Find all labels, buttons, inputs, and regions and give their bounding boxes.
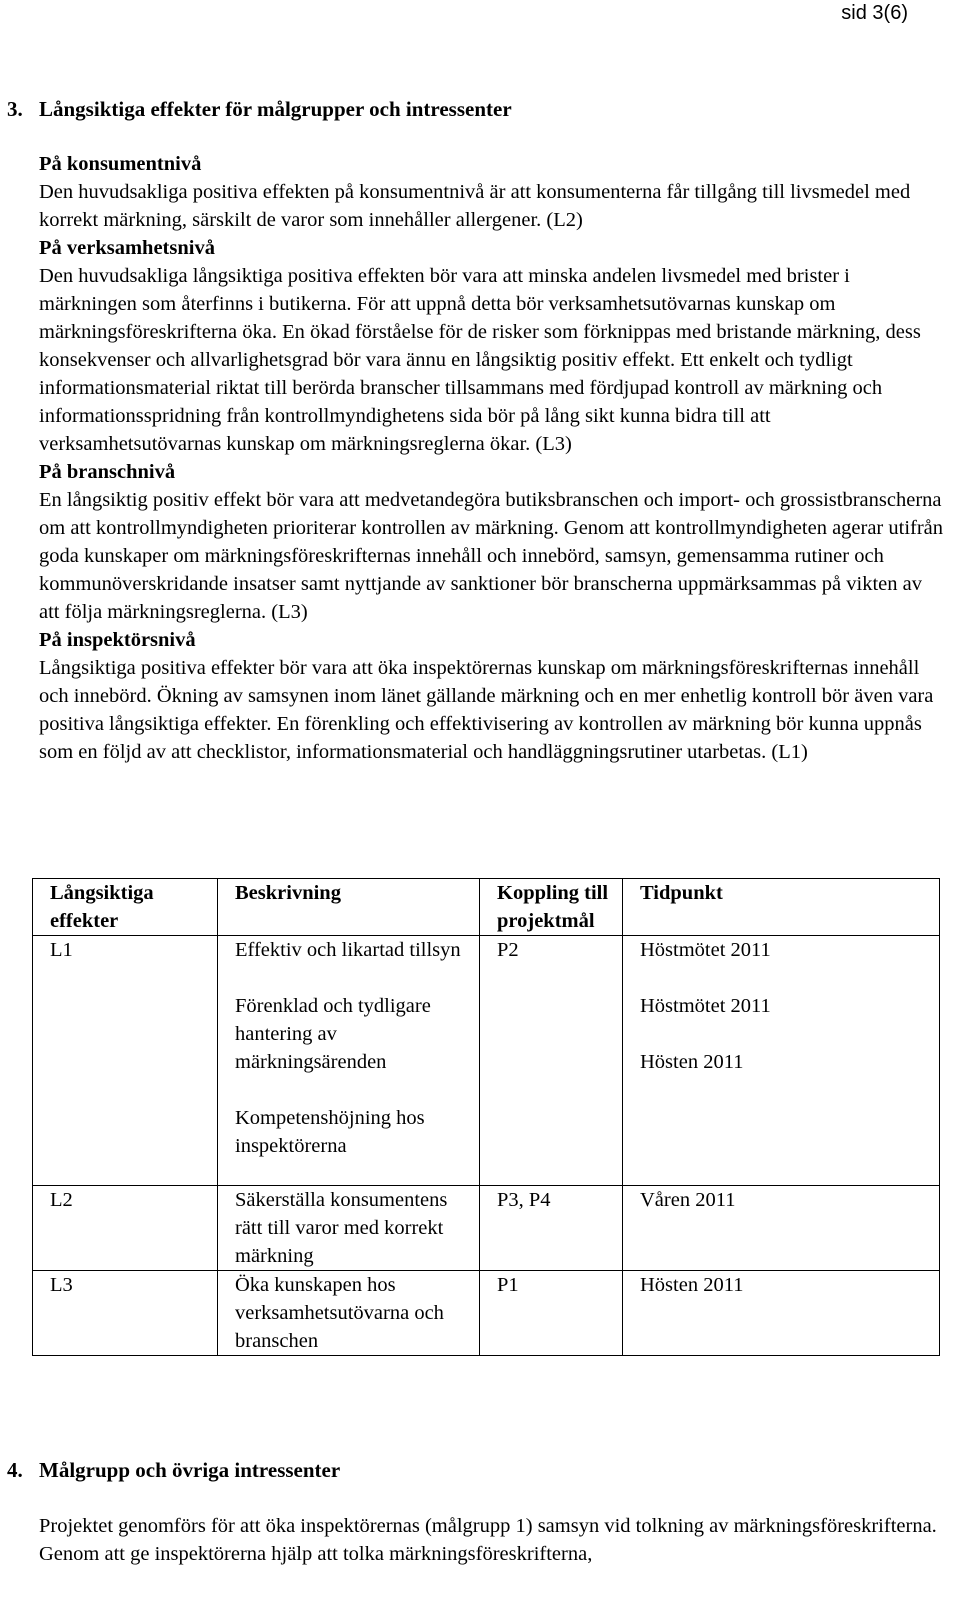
row-l2-effect: L2 <box>33 1186 218 1271</box>
table-header-row <box>33 879 940 936</box>
section-4-title: Målgrupp och övriga intressenter <box>39 1458 341 1482</box>
row-l2-time: Våren 2011 <box>623 1186 940 1271</box>
industry-heading: På branschnivå <box>39 461 176 483</box>
row-l1-link: P2 <box>480 936 623 1186</box>
row-l2-link: P3, P4 <box>480 1186 623 1271</box>
row-l1-description-2: Förenklad och tydligare hantering av märkningsärenden <box>235 995 431 1073</box>
inspector-heading: På inspektörsnivå <box>39 629 196 651</box>
row-l1-description-1: Effektiv och likartad tillsyn <box>235 939 461 961</box>
inspector-text: Långsiktiga positiva effekter bör vara att öka inspektörernas kunskap om märkningsföreskrifternas innehåll och innebörd. Ökning av samsynen inom länet gällande märkning och en mer enhetlig kontroll bör även vara positiva långsiktiga effekter. En förenkling och effektivisering av kontrollen av märkning bör kunna uppnås som en följd av att checklistor, informationsmaterial och handläggningsrutiner utarbetas. (L1) <box>39 657 934 763</box>
row-l1-description-3: Kompetenshöjning hos inspektörerna <box>235 1107 425 1157</box>
header-description: Beskrivning <box>218 879 480 936</box>
row-l3-description: Öka kunskapen hos verksamhetsutövarna och branschen <box>218 1271 480 1356</box>
header-effects: Långsiktiga effekter <box>33 879 218 936</box>
row-l1-description <box>218 936 480 1186</box>
row-l3-effect: L3 <box>33 1271 218 1356</box>
header-link: Koppling till projektmål <box>480 879 623 936</box>
row-l1-effect: L1 <box>33 936 218 1186</box>
consumer-heading: På konsumentnivå <box>39 153 202 175</box>
section-3-body <box>39 150 944 766</box>
business-text: Den huvudsakliga långsiktiga positiva effekten bör vara att minska andelen livsmedel med brister i märkningen som återfinns i butikerna. För att uppnå detta bör verksamhetsutövarnas kunskap om märkningsföreskrifterna öka. En ökad förståelse för de risker som förknippas med bristande märkning, dess konsekvenser och allvarlighetsgrad bör vara ännu en långsiktig positiv effekt. Ett enkelt och tydligt informationsmaterial riktat till berörda branscher tillsammans med fördjupad kontroll av märkning och informationsspridning från kontrollmyndighetens sida bör på lång sikt kunna bidra till att verksamhetsutövarnas kunskap om märkningsreglerna ökar. (L3) <box>39 265 921 455</box>
table-row <box>33 1271 940 1356</box>
row-l3-link: P1 <box>480 1271 623 1356</box>
table-row <box>33 1186 940 1271</box>
business-heading: På verksamhetsnivå <box>39 237 215 259</box>
section-4-number: 4. <box>7 1458 23 1482</box>
effects-table <box>32 878 940 1356</box>
row-l1-time-1: Höstmötet 2011 <box>640 939 771 961</box>
section-4-text: Projektet genomförs för att öka inspektörernas (målgrupp 1) samsyn vid tolkning av märkningsföreskrifterna. Genom att ge inspektörerna hjälp att tolka märkningsföreskrifterna, <box>39 1515 937 1565</box>
industry-text: En långsiktig positiv effekt bör vara att medvetandegöra butiksbranschen och import- och grossistbranscherna om att kontrollmyndigheten prioriterar kontrollen av märkning. Genom att kontrollmyndigheten agerar utifrån goda kunskaper om märkningsföreskrifternas innehåll och innebörd, samsyn, gemensamma rutiner och kommunöverskridande insatser samt nyttjande av sanktioner bör branscherna uppmärksammas på vikten av att följa märkningsreglerna. (L3) <box>39 489 944 623</box>
section-3-title: Långsiktiga effekter för målgrupper och intressenter <box>39 97 512 121</box>
row-l1-time-2: Höstmötet 2011 <box>640 995 771 1017</box>
header-time: Tidpunkt <box>623 879 940 936</box>
row-l1-time-3: Hösten 2011 <box>640 1051 744 1073</box>
row-l1-time <box>623 936 940 1186</box>
consumer-text: Den huvudsakliga positiva effekten på konsumentnivå är att konsumenterna får tillgång till livsmedel med korrekt märkning, särskilt de varor som innehåller allergener. (L2) <box>39 181 911 231</box>
section-3-number: 3. <box>7 97 23 121</box>
row-l3-time: Hösten 2011 <box>623 1271 940 1356</box>
page-number: sid 3(6) <box>841 2 908 24</box>
table-row <box>33 936 940 1186</box>
row-l2-description: Säkerställa konsumentens rätt till varor med korrekt märkning <box>218 1186 480 1271</box>
